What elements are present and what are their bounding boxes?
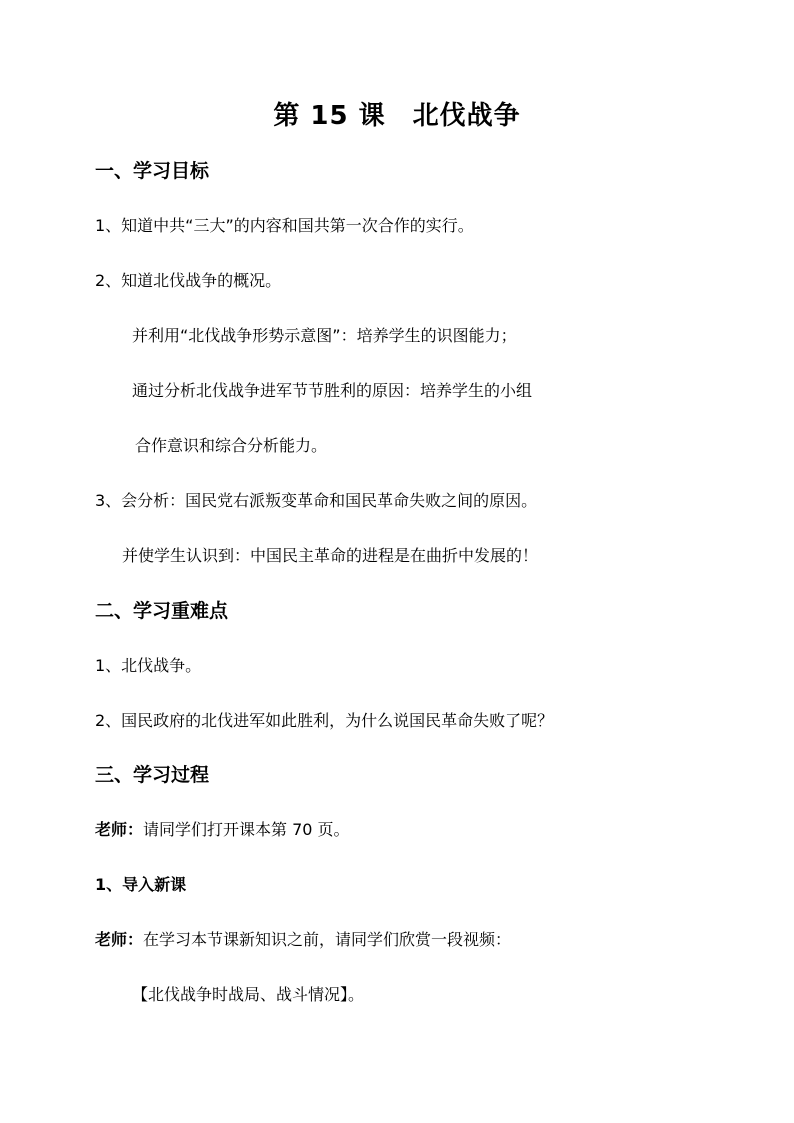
key-point-2: 2、国民政府的北伐进军如此胜利，为什么说国民革命失败了呢？ (95, 711, 554, 730)
objective-item-3-detail: 并使学生认识到：中国民主革命的进程是在曲折中发展的！ (122, 546, 539, 565)
objective-item-2: 2、知道北伐战争的概况。 (95, 271, 282, 290)
objective-item-1: 1、知道中共“三大”的内容和国共第一次合作的实行。 (95, 216, 474, 235)
page-title: 第 15 课 北伐战争 (273, 101, 521, 131)
teacher-text: 请同学们打开课本第 70 页。 (143, 820, 350, 839)
teacher-text: 在学习本节课新知识之前，请同学们欣赏一段视频： (143, 930, 512, 949)
video-note: 【北伐战争时战局、战斗情况】。 (132, 985, 365, 1004)
section-heading-key-points: 二、学习重难点 (95, 600, 229, 622)
teacher-line-2 (95, 932, 511, 948)
teacher-label: 老师： (95, 930, 144, 949)
objective-item-2-detail-3: 合作意识和综合分析能力。 (135, 436, 328, 455)
key-point-1: 1、北伐战争。 (95, 656, 202, 675)
section-heading-process: 三、学习过程 (95, 764, 210, 786)
objective-item-2-detail-1: 并利用“北伐战争形势示意图”：培养学生的识图能力； (132, 326, 517, 345)
teacher-line-1 (95, 822, 350, 838)
section-heading-objectives: 一、学习目标 (95, 160, 210, 182)
objective-item-3: 3、会分析：国民党右派叛变革命和国民革命失败之间的原因。 (95, 491, 538, 510)
teacher-label: 老师： (95, 820, 144, 839)
objective-item-2-detail-2: 通过分析北伐战争进军节节胜利的原因：培养学生的小组 (132, 381, 533, 400)
subsection-intro: 1、导入新课 (95, 875, 187, 894)
